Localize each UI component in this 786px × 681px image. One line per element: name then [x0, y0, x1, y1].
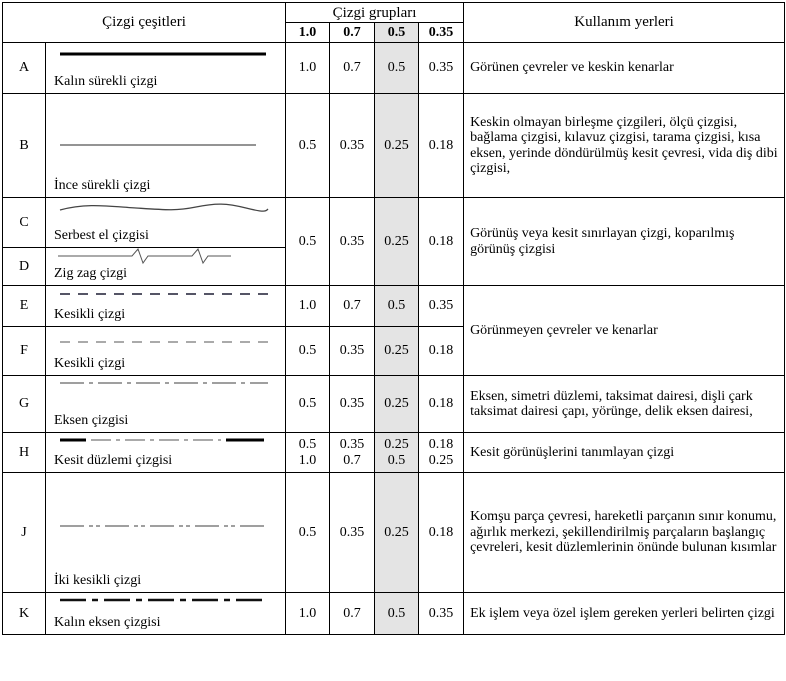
line-sample-cell — [46, 43, 286, 94]
group-header: 1.0 — [286, 23, 330, 43]
line-type-name: İki kesikli çizgi — [54, 573, 142, 588]
line-sample-cell — [46, 327, 286, 376]
value-cell: 0.5 — [286, 327, 330, 376]
value-cell: 0.5 — [375, 43, 419, 94]
value-cell: 0.25 — [375, 473, 419, 593]
header-usage: Kullanım yerleri — [464, 3, 785, 43]
row-letter: K — [3, 593, 46, 635]
table-row — [3, 433, 785, 473]
header-line-types: Çizgi çeşitleri — [3, 3, 286, 43]
row-letter: A — [3, 43, 46, 94]
table-row — [3, 198, 785, 248]
value-cell — [286, 433, 330, 473]
value-line: 0.7 — [343, 452, 361, 468]
row-letter: F — [3, 327, 46, 376]
table-row — [3, 593, 785, 635]
value-line: 1.0 — [298, 452, 317, 468]
value-cell: 0.5 — [286, 376, 330, 433]
value-cell: 0.18 — [419, 473, 464, 593]
value-line: 0.35 — [339, 436, 365, 452]
table-row — [3, 43, 785, 94]
value-cell: 0.5 — [375, 593, 419, 635]
line-type-name: Kesikli çizgi — [54, 356, 126, 371]
table-row — [3, 376, 785, 433]
value-cell — [375, 433, 419, 473]
value-cell: 1.0 — [286, 43, 330, 94]
value-line: 0.25 — [428, 452, 454, 468]
value-cell: 0.7 — [330, 593, 375, 635]
line-sample-cell — [46, 286, 286, 327]
row-letter: E — [3, 286, 46, 327]
usage-cell: Kesit görünüşlerini tanımlayan çizgi — [464, 433, 785, 473]
line-type-name: Eksen çizgisi — [54, 413, 129, 428]
row-letter: H — [3, 433, 46, 473]
line-type-name: Kesit düzlemi çizgisi — [54, 453, 173, 468]
row-letter: C — [3, 198, 46, 248]
usage-cell: Komşu parça çevresi, hareketli parçanın sınır konumu, ağırlık merkezi, şekillendirilmiş parçaların başlangıç çevreleri, kesit düzlemlerinin önünde bulunan kısımlar — [464, 473, 785, 593]
line-types-table — [2, 2, 785, 635]
line-type-name: Kalın sürekli çizgi — [54, 74, 158, 89]
value-cell: 0.5 — [286, 198, 330, 286]
row-letter: B — [3, 94, 46, 198]
group-header: 0.35 — [419, 23, 464, 43]
row-letter: J — [3, 473, 46, 593]
usage-cell: Görünen çevreler ve keskin kenarlar — [464, 43, 785, 94]
value-cell: 1.0 — [286, 286, 330, 327]
value-cell: 0.35 — [330, 376, 375, 433]
line-sample-cell — [46, 473, 286, 593]
value-cell: 0.35 — [330, 473, 375, 593]
value-cell: 0.35 — [330, 94, 375, 198]
line-sample-cell — [46, 198, 286, 248]
value-cell: 0.18 — [419, 327, 464, 376]
line-type-name: Serbest el çizgisi — [54, 228, 149, 243]
line-type-name: Zig zag çizgi — [54, 266, 128, 281]
usage-cell: Ek işlem veya özel işlem gereken yerleri belirten çizgi — [464, 593, 785, 635]
value-cell: 0.35 — [419, 593, 464, 635]
header-line-groups: Çizgi grupları — [286, 3, 464, 23]
value-line: 0.5 — [298, 436, 317, 452]
table-row — [3, 286, 785, 327]
line-type-name: Kesikli çizgi — [54, 307, 126, 322]
row-letter: G — [3, 376, 46, 433]
value-cell: 1.0 — [286, 593, 330, 635]
value-cell: 0.25 — [375, 327, 419, 376]
table-row — [3, 94, 785, 198]
value-cell: 0.7 — [330, 43, 375, 94]
usage-cell: Eksen, simetri düzlemi, taksimat dairesi, dişli çark taksimat dairesi çapı, yörünge, delik eksen dairesi, — [464, 376, 785, 433]
value-cell: 0.5 — [286, 94, 330, 198]
line-sample-cell — [46, 433, 286, 473]
value-cell: 0.18 — [419, 198, 464, 286]
row-letter: D — [3, 248, 46, 286]
value-cell: 0.25 — [375, 94, 419, 198]
line-sample-cell — [46, 376, 286, 433]
value-cell: 0.35 — [330, 327, 375, 376]
value-line: 0.25 — [384, 436, 409, 452]
usage-cell: Görünmeyen çevreler ve kenarlar — [464, 286, 785, 376]
value-cell: 0.5 — [375, 286, 419, 327]
value-cell: 0.7 — [330, 286, 375, 327]
value-cell: 0.35 — [419, 286, 464, 327]
value-line: 0.18 — [428, 436, 454, 452]
value-cell: 0.18 — [419, 94, 464, 198]
usage-cell: Keskin olmayan birleşme çizgileri, ölçü çizgisi, bağlama çizgisi, kılavuz çizgisi, tarama çizgisi, kısa eksen, yerinde döndürülmüş kesit çevresi, vida diş dibi çizgisi, — [464, 94, 785, 198]
group-header: 0.5 — [375, 23, 419, 43]
table-row — [3, 473, 785, 593]
value-cell: 0.18 — [419, 376, 464, 433]
line-sample-cell — [46, 94, 286, 198]
value-line: 0.5 — [387, 452, 406, 468]
value-cell: 0.5 — [286, 473, 330, 593]
value-cell: 0.35 — [419, 43, 464, 94]
value-cell — [330, 433, 375, 473]
line-sample-cell — [46, 593, 286, 635]
value-cell: 0.35 — [330, 198, 375, 286]
value-cell: 0.25 — [375, 376, 419, 433]
line-sample-cell — [46, 248, 286, 286]
group-header: 0.7 — [330, 23, 375, 43]
line-type-name: İnce sürekli çizgi — [54, 178, 151, 193]
value-cell: 0.25 — [375, 198, 419, 286]
line-type-name: Kalın eksen çizgisi — [54, 615, 161, 630]
value-cell — [419, 433, 464, 473]
usage-cell: Görünüş veya kesit sınırlayan çizgi, koparılmış görünüş çizgisi — [464, 198, 785, 286]
